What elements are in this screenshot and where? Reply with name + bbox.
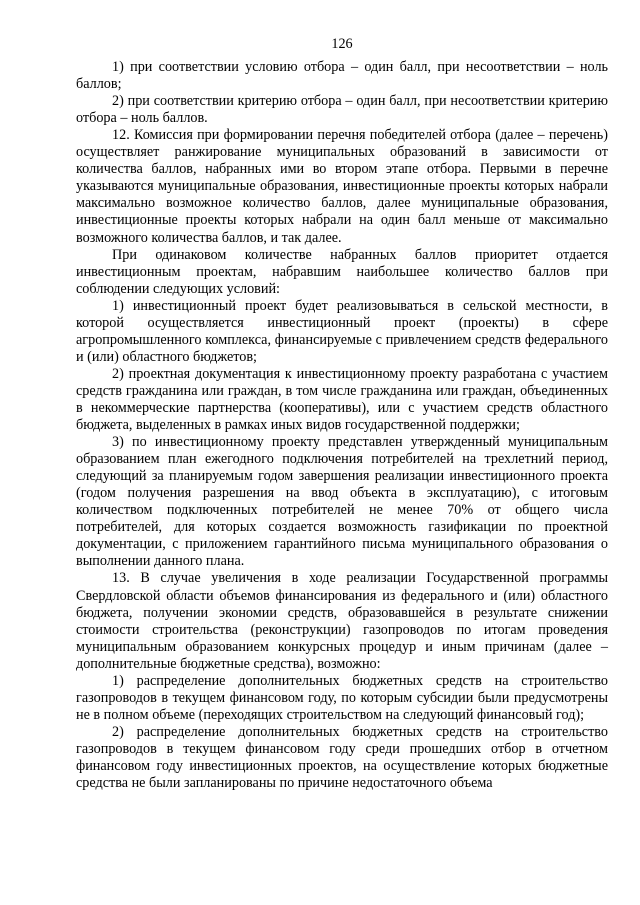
- paragraph-distribution-1: 1) распределение дополнительных бюджетных средств на строительство газопроводов в текущем финансовом году, по которым субсидии были предусмотрены не в полном объеме (переходящих строительством на следующий финансовый год);: [76, 672, 608, 723]
- paragraph-condition-1: 1) инвестиционный проект будет реализовываться в сельской местности, в которой осуществляется инвестиционный проект (проекты) в сфере агропромышленного комплекса, финансируемые с привлечением средств федерального и (или) областного бюджетов;: [76, 297, 608, 365]
- paragraph-criterion-1: 1) при соответствии условию отбора – один балл, при несоответствии – ноль баллов;: [76, 59, 608, 93]
- paragraph-item-13: 13. В случае увеличения в ходе реализации Государственной программы Свердловской области объемов финансирования из федерального и (или) областного бюджета, получении экономии средств, образовавшейся в результате снижении стоимости строительства (реконструкции) газопроводов по итогам проведения муниципальным образованием конкурсных процедур и иным причинам (далее – дополнительные бюджетные средства), возможно:: [76, 570, 608, 672]
- page-number: 126: [331, 36, 353, 52]
- paragraph-item-12: 12. Комиссия при формировании перечня победителей отбора (далее – перечень) осуществляет ранжирование муниципальных образований в зависимости от количества баллов, набранных ими во втором этапе отбора. Первыми в перечне указываются муниципальные образования, инвестиционные проекты которых набрали максимально возможное количество баллов, далее муниципальные образования, инвестиционные проекты которых набрали на один балл меньше от максимально возможного количества баллов, и так далее.: [76, 127, 608, 246]
- paragraph-distribution-2: 2) распределение дополнительных бюджетных средств на строительство газопроводов в текущем финансовом году среди прошедших отбор в отчетном финансовом году инвестиционных проектов, на осуществление которых бюджетные средства не были запланированы по причине недостаточного объема: [76, 723, 608, 792]
- paragraph-condition-2: 2) проектная документация к инвестиционному проекту разработана с участием средств гражданина или граждан, в том числе гражданина или граждан, объединенных в некоммерческие партнерства (кооперативы), или с участием средств областного бюджета, выделенных в рамках иных видов государственной поддержки;: [76, 365, 608, 434]
- document-page: [76, 36, 608, 792]
- paragraph-priority-intro: При одинаковом количестве набранных баллов приоритет отдается инвестиционным проектам, набравшим наибольшее количество баллов при соблюдении следующих условий:: [76, 246, 608, 297]
- paragraph-condition-3: 3) по инвестиционному проекту представлен утвержденный муниципальным образованием план ежегодного подключения потребителей на трехлетний период, следующий за планируемым годом завершения реализации инвестиционного проекта (годом получения разрешения на ввод объекта в эксплуатацию), с итоговым количеством подключенных потребителей не менее 70% от общего числа потребителей, для которых создается возможность газификации по проектной документации, с приложением гарантийного письма муниципального образования о выполнении данного плана.: [76, 434, 608, 570]
- paragraph-criterion-2: 2) при соответствии критерию отбора – один балл, при несоответствии критерию отбора – ноль баллов.: [76, 93, 608, 127]
